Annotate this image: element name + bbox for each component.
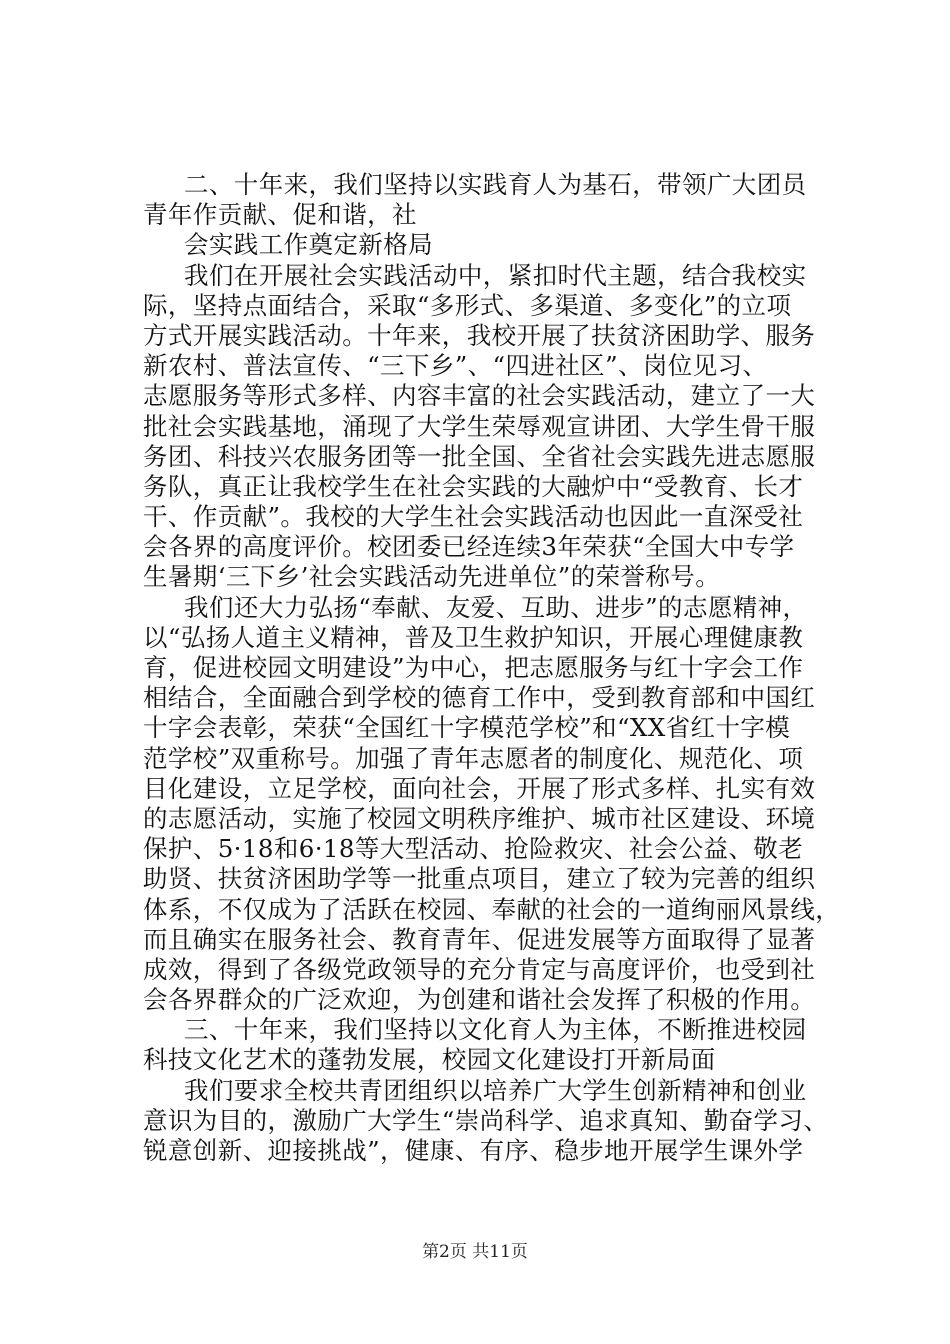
text-line: 生暑期‘三下乡’社会实践活动先进单位”的荣誉称号。 — [143, 562, 721, 592]
text-line: 务队，真正让我校学生在社会实践的大融炉中“受教育、长才 — [143, 471, 804, 501]
text-line: 二、十年来，我们坚持以实践育人为基石，带领广大团员 — [184, 170, 807, 199]
text-line: 会实践工作奠定新格局 — [184, 230, 433, 260]
text-line: 批社会实践基地，涌现了大学生荣辱观宣讲团、大学生骨干服 — [143, 411, 816, 441]
text-line: 而且确实在服务社会、教育青年、促进发展等方面取得了显著 — [143, 924, 816, 954]
text-line: 科技文化艺术的蓬勃发展，校园文化建设打开新局面 — [143, 1045, 716, 1075]
text-line: 意识为目的，激励广大学生“崇尚科学、追求真知、勤奋学习、 — [143, 1105, 829, 1135]
text-line: 范学校”双重称号。加强了青年志愿者的制度化、规范化、项 — [143, 743, 804, 773]
document-body — [143, 170, 841, 1166]
text-line: 成效，得到了各级党政领导的充分肯定与高度评价，也受到社 — [143, 954, 816, 984]
text-line: 干、作贡献”。我校的大学生社会实践活动也因此一直深受社 — [143, 502, 804, 532]
text-line: 三、十年来，我们坚持以文化育人为主体，不断推进校园 — [184, 1015, 807, 1045]
text-line: 方式开展实践活动。十年来，我校开展了扶贫济困助学、服务 — [143, 320, 816, 350]
text-line: 务团、科技兴农服务团等一批全国、全省社会实践先进志愿服 — [143, 441, 816, 471]
text-line: 青年作贡献、促和谐，社 — [143, 200, 417, 230]
text-line: 我们在开展社会实践活动中，紧扣时代主题，结合我校实 — [184, 260, 807, 290]
text-line: 十字会表彰，荣获“全国红十字模范学校”和“XX省红十字模 — [143, 713, 791, 743]
text-line: 以“弘扬人道主义精神，普及卫生救护知识，开展心理健康教 — [143, 622, 804, 652]
text-line: 我们要求全校共青团组织以培养广大学生创新精神和创业 — [184, 1075, 807, 1105]
text-line: 会各界群众的广泛欢迎，为创建和谐社会发挥了积极的作用。 — [143, 985, 816, 1015]
text-line: 我们还大力弘扬“奉献、友爱、互助、进步”的志愿精神， — [184, 592, 808, 622]
text-line: 保护、5·18和6·18等大型活动、抢险救灾、社会公益、敬老 — [143, 834, 804, 864]
text-line: 会各界的高度评价。校团委已经连续3年荣获“全国大中专学 — [143, 532, 795, 562]
text-line: 际，坚持点面结合，采取“多形式、多渠道、多变化”的立项 — [143, 290, 792, 320]
text-line: 志愿服务等形式多样、内容丰富的社会实践活动，建立了一大 — [143, 381, 816, 411]
text-line: 目化建设，立足学校，面向社会，开展了形式多样、扎实有效 — [143, 773, 816, 803]
text-line: 新农村、普法宣传、“三下乡”、“四进社区”、岗位见习、 — [143, 351, 768, 381]
text-line: 育，促进校园文明建设”为中心，把志愿服务与红十字会工作 — [143, 653, 804, 682]
text-line: 相结合，全面融合到学校的德育工作中，受到教育部和中国红 — [143, 683, 816, 713]
text-line: 体系，不仅成为了活跃在校园、奉献的社会的一道绚丽风景线， — [143, 894, 841, 924]
text-line: 的志愿活动，实施了校园文明秩序维护、城市社区建设、环境 — [143, 803, 816, 833]
text-line: 锐意创新、迎接挑战”，健康、有序、稳步地开展学生课外学 — [143, 1136, 804, 1165]
page-footer: 第2页 共11页 — [422, 1242, 528, 1262]
text-line: 助贤、扶贫济困助学等一批重点项目，建立了较为完善的组织 — [143, 864, 816, 894]
